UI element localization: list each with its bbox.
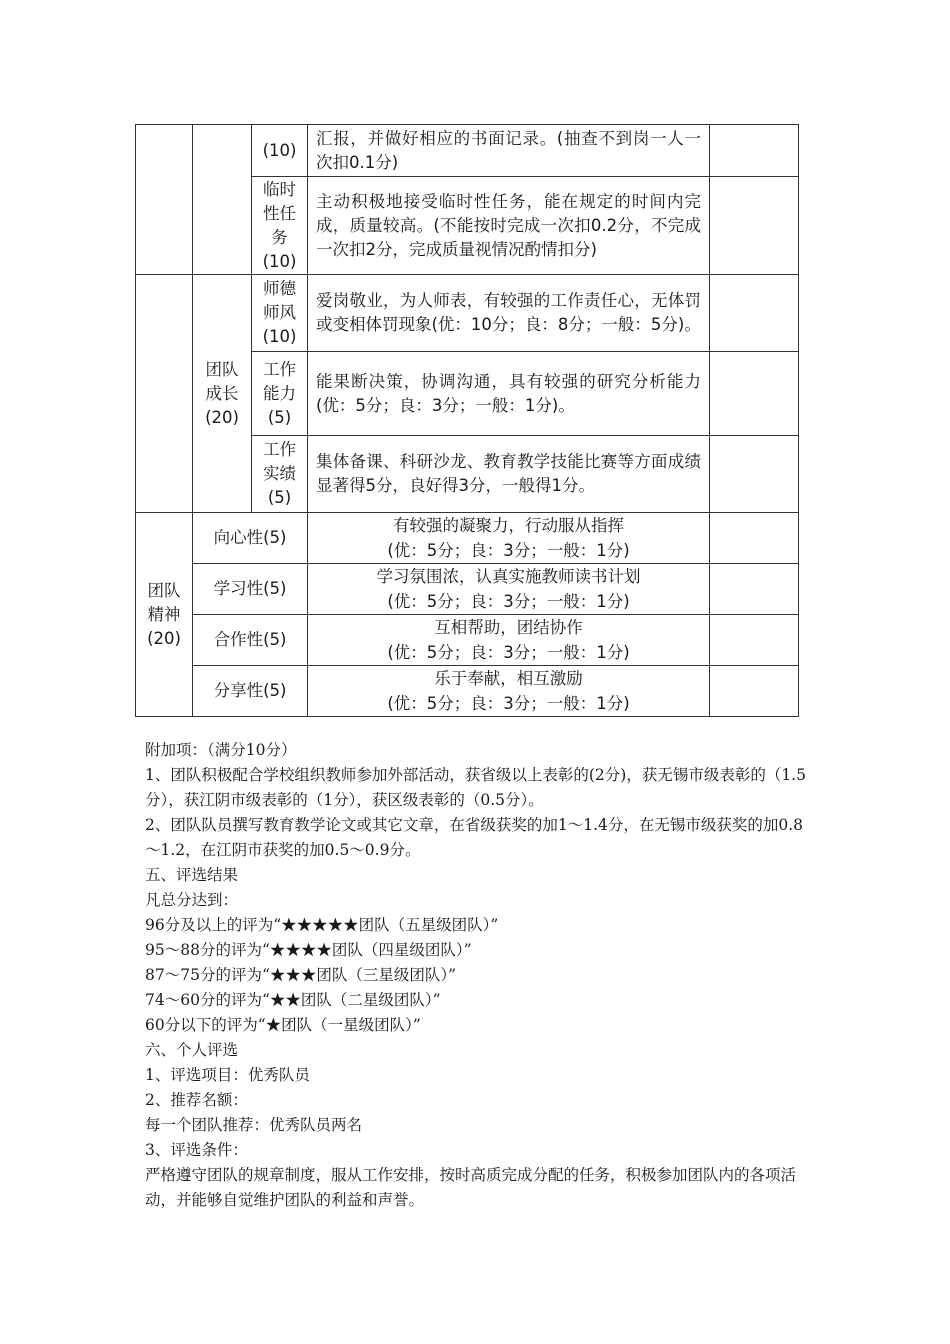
score-blank: [710, 513, 799, 564]
criteria-cell: 学习氛围浓，认真实施教师读书计划 (优：5分；良：3分；一般：1分): [308, 564, 710, 615]
item-label: 向心性(5): [193, 513, 308, 564]
rating-line: 60分以下的评为“★团队（一星级团队）”: [145, 1016, 421, 1034]
paragraph: 每一个团队推荐：优秀队员两名: [145, 1116, 363, 1134]
score-blank: [710, 666, 799, 717]
item-label: 工作能力(5): [252, 352, 308, 436]
category-label: 团队精神(20): [136, 513, 193, 717]
rating-line: 96分及以上的评为“★★★★★团队（五星级团队）”: [145, 916, 499, 934]
score-blank: [710, 125, 799, 177]
item-label: 工作实绩(5): [252, 436, 308, 513]
score-blank: [710, 615, 799, 666]
criteria-cell: 主动积极地接受临时性任务，能在规定的时间内完成，质量较高。(不能按时完成一次扣0.2分，不完成一次扣2分，完成质量视情况酌情扣分): [308, 177, 710, 275]
table-row: [136, 125, 799, 177]
criteria-cell: 互相帮助，团结协作 (优：5分；良：3分；一般：1分): [308, 615, 710, 666]
criteria-cell: 能果断决策，协调沟通，具有较强的研究分析能力(优：5分；良：3分；一般：1分)。: [308, 352, 710, 436]
score-blank: [710, 436, 799, 513]
paragraph: 凡总分达到：: [145, 891, 239, 909]
table-row: [136, 275, 799, 352]
criteria-cell: 乐于奉献，相互激励 (优：5分；良：3分；一般：1分): [308, 666, 710, 717]
rating-line: 87～75分的评为“★★★团队（三星级团队）”: [145, 966, 457, 984]
score-blank: [710, 177, 799, 275]
item-label: 合作性(5): [193, 615, 308, 666]
table-row: [136, 615, 799, 666]
table-row: [136, 666, 799, 717]
paragraph: 2、推荐名额：: [145, 1091, 248, 1109]
extra-items-heading: 附加项：（满分10分）: [145, 741, 297, 759]
item-label: 师德师风(10): [252, 275, 308, 352]
document-body: [145, 738, 810, 1213]
criteria-cell: 汇报，并做好相应的书面记录。(抽查不到岗一人一次扣0.1分): [308, 125, 710, 177]
paragraph: 1、评选项目：优秀队员: [145, 1066, 310, 1084]
section-heading: 六、个人评选: [145, 1041, 239, 1059]
score-cell: (10): [252, 125, 308, 177]
criteria-cell: 爱岗敬业，为人师表，有较强的工作责任心，无体罚或变相体罚现象(优：10分；良：8分；一般：5分)。: [308, 275, 710, 352]
score-blank: [710, 564, 799, 615]
paragraph: 严格遵守团队的规章制度，服从工作安排，按时高质完成分配的任务，积极参加团队内的各项活动，并能够自觉维护团队的利益和声誉。: [145, 1166, 797, 1209]
paragraph: 3、评选条件：: [145, 1141, 248, 1159]
item-label: 临时性任务(10): [252, 177, 308, 275]
paragraph: 2、团队队员撰写教育教学论文或其它文章，在省级获奖的加1～1.4分，在无锡市级获奖的加0.8～1.2，在江阴市获奖的加0.5～0.9分。: [145, 816, 804, 859]
evaluation-table: [135, 124, 799, 717]
rating-line: 95～88分的评为“★★★★团队（四星级团队）”: [145, 941, 472, 959]
criteria-cell: 集体备课、科研沙龙、教育教学技能比赛等方面成绩显著得5分，良好得3分，一般得1分。: [308, 436, 710, 513]
score-blank: [710, 275, 799, 352]
category-label: 团队成长(20): [193, 275, 252, 513]
item-label: 分享性(5): [193, 666, 308, 717]
section-heading: 五、评选结果: [145, 866, 239, 884]
criteria-cell: 有较强的凝聚力，行动服从指挥 (优：5分；良：3分；一般：1分): [308, 513, 710, 564]
table-row: [136, 564, 799, 615]
paragraph: 1、团队积极配合学校组织教师参加外部活动，获省级以上表彰的(2分)，获无锡市级表彰的（1.5分），获江阴市级表彰的（1分），获区级表彰的（0.5分）。: [145, 766, 806, 809]
score-blank: [710, 352, 799, 436]
item-label: 学习性(5): [193, 564, 308, 615]
table-row: [136, 513, 799, 564]
rating-line: 74～60分的评为“★★团队（二星级团队）”: [145, 991, 441, 1009]
